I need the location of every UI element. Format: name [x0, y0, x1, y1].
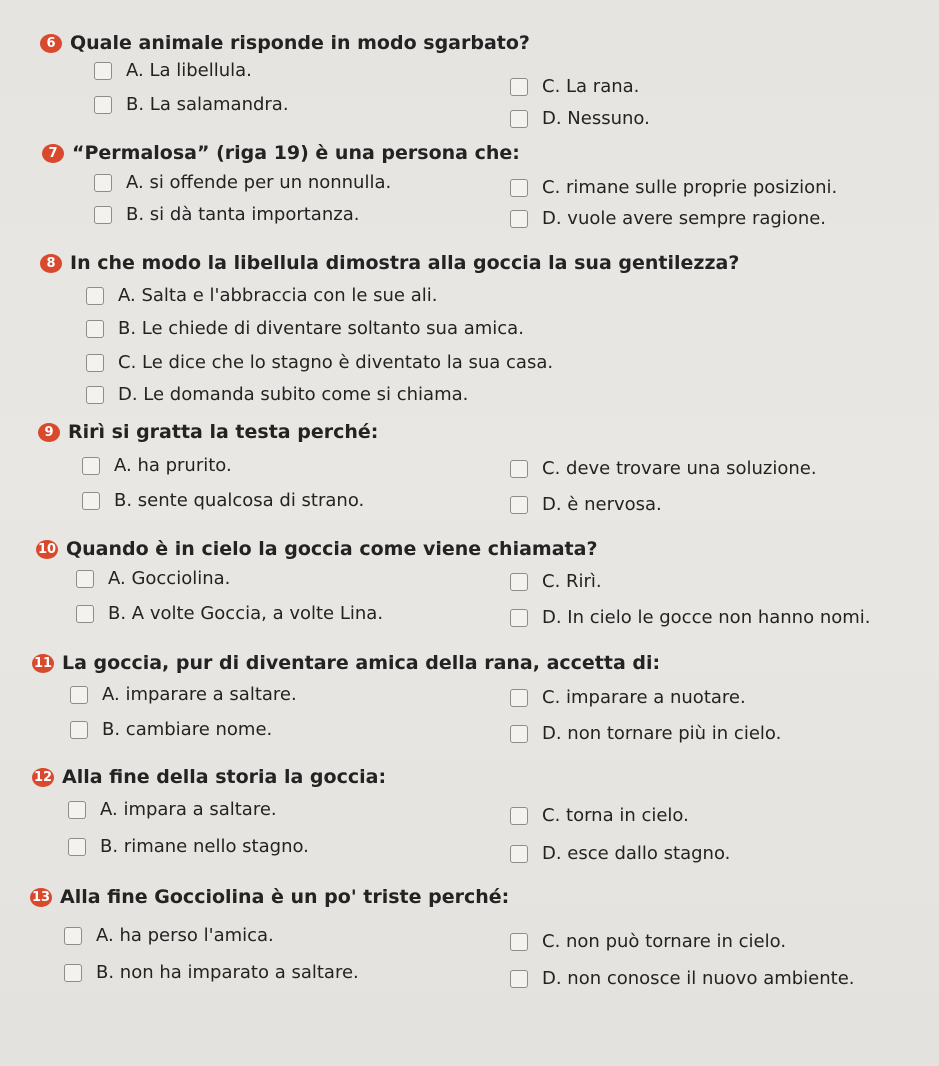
checkbox[interactable] [510, 210, 528, 228]
checkbox[interactable] [86, 287, 104, 305]
option-a[interactable] [76, 568, 230, 589]
option-d[interactable] [510, 968, 855, 989]
checkbox[interactable] [86, 386, 104, 404]
option-label: D. è nervosa. [542, 494, 662, 515]
option-a[interactable] [64, 925, 274, 946]
option-label: A. ha prurito. [114, 455, 232, 476]
option-label: A. ha perso l'amica. [96, 925, 274, 946]
option-a[interactable] [82, 455, 232, 476]
option-label: D. non tornare più in cielo. [542, 723, 782, 744]
question-13 [30, 886, 509, 908]
question-6 [40, 32, 530, 54]
option-a[interactable] [70, 684, 297, 705]
question-number-badge: 11 [33, 655, 53, 671]
option-b[interactable] [94, 204, 359, 225]
option-label: C. imparare a nuotare. [542, 687, 746, 708]
option-label: A. imparare a saltare. [102, 684, 297, 705]
question-text: Alla fine della storia la goccia: [62, 766, 387, 788]
option-a[interactable] [94, 60, 252, 81]
checkbox[interactable] [94, 62, 112, 80]
option-b[interactable] [68, 836, 309, 857]
checkbox[interactable] [94, 174, 112, 192]
question-text: Rirì si gratta la testa perché: [68, 421, 379, 443]
option-c[interactable] [510, 76, 639, 97]
option-label: B. La salamandra. [126, 94, 289, 115]
checkbox[interactable] [510, 807, 528, 825]
option-b[interactable] [82, 490, 364, 511]
option-label: C. Le dice che lo stagno è diventato la sua casa. [118, 352, 554, 373]
option-label: C. deve trovare una soluzione. [542, 458, 817, 479]
option-label: D. vuole avere sempre ragione. [542, 208, 827, 229]
option-c[interactable] [86, 352, 553, 373]
question-text: “Permalosa” (riga 19) è una persona che: [72, 142, 520, 164]
checkbox[interactable] [70, 721, 88, 739]
checkbox[interactable] [510, 496, 528, 514]
option-d[interactable] [510, 723, 781, 744]
checkbox[interactable] [64, 964, 82, 982]
option-label: C. La rana. [542, 76, 640, 97]
question-12 [32, 766, 386, 788]
option-c[interactable] [510, 687, 746, 708]
option-label: A. La libellula. [126, 60, 252, 81]
checkbox[interactable] [510, 725, 528, 743]
option-b[interactable] [86, 318, 524, 339]
option-label: B. Le chiede di diventare soltanto sua amica. [118, 318, 524, 339]
question-10 [36, 538, 597, 560]
option-c[interactable] [510, 177, 837, 198]
option-label: D. non conosce il nuovo ambiente. [542, 968, 855, 989]
checkbox[interactable] [510, 460, 528, 478]
option-label: A. impara a saltare. [100, 799, 277, 820]
checkbox[interactable] [82, 457, 100, 475]
checkbox[interactable] [510, 933, 528, 951]
question-number-badge: 12 [33, 769, 53, 785]
question-text: Quale animale risponde in modo sgarbato? [70, 32, 530, 54]
option-label: D. esce dallo stagno. [542, 843, 731, 864]
option-label: C. non può tornare in cielo. [542, 931, 787, 952]
option-label: B. sente qualcosa di strano. [114, 490, 365, 511]
checkbox[interactable] [68, 801, 86, 819]
question-number-badge: 7 [42, 144, 64, 163]
checkbox[interactable] [86, 320, 104, 338]
checkbox[interactable] [64, 927, 82, 945]
option-label: A. si offende per un nonnulla. [126, 172, 392, 193]
question-number-badge: 6 [40, 34, 62, 53]
option-label: D. Nessuno. [542, 108, 650, 129]
option-b[interactable] [94, 94, 289, 115]
option-label: D. Le domanda subito come si chiama. [118, 384, 469, 405]
option-label: C. torna in cielo. [542, 805, 689, 826]
checkbox[interactable] [510, 78, 528, 96]
option-b[interactable] [64, 962, 359, 983]
option-d[interactable] [510, 108, 650, 129]
checkbox[interactable] [70, 686, 88, 704]
question-7 [42, 142, 520, 164]
option-d[interactable] [86, 384, 468, 405]
checkbox[interactable] [510, 179, 528, 197]
option-c[interactable] [510, 571, 602, 592]
option-d[interactable] [510, 843, 730, 864]
question-text: La goccia, pur di diventare amica della rana, accetta di: [62, 652, 661, 674]
option-b[interactable] [70, 719, 272, 740]
checkbox[interactable] [510, 609, 528, 627]
question-text: Alla fine Gocciolina è un po' triste perché: [60, 886, 510, 908]
option-d[interactable] [510, 208, 826, 229]
option-label: B. cambiare nome. [102, 719, 273, 740]
question-text: In che modo la libellula dimostra alla goccia la sua gentilezza? [70, 252, 740, 274]
option-c[interactable] [510, 805, 689, 826]
option-label: B. non ha imparato a saltare. [96, 962, 359, 983]
checkbox[interactable] [510, 845, 528, 863]
checkbox[interactable] [510, 970, 528, 988]
checkbox[interactable] [94, 206, 112, 224]
question-number-badge: 13 [31, 889, 51, 905]
option-a[interactable] [68, 799, 277, 820]
checkbox[interactable] [94, 96, 112, 114]
checkbox[interactable] [510, 689, 528, 707]
option-c[interactable] [510, 458, 817, 479]
option-label: A. Gocciolina. [108, 568, 231, 589]
checkbox[interactable] [510, 573, 528, 591]
option-d[interactable] [510, 607, 871, 628]
option-label: C. rimane sulle proprie posizioni. [542, 177, 838, 198]
option-label: A. Salta e l'abbraccia con le sue ali. [118, 285, 438, 306]
option-d[interactable] [510, 494, 662, 515]
checkbox[interactable] [76, 570, 94, 588]
option-b[interactable] [76, 603, 383, 624]
question-text: Quando è in cielo la goccia come viene chiamata? [66, 538, 598, 560]
checkbox[interactable] [82, 492, 100, 510]
option-c[interactable] [510, 931, 786, 952]
option-label: B. si dà tanta importanza. [126, 204, 360, 225]
option-label: B. A volte Goccia, a volte Lina. [108, 603, 384, 624]
question-9 [38, 421, 378, 443]
checkbox[interactable] [86, 354, 104, 372]
option-a[interactable] [86, 285, 437, 306]
option-label: D. In cielo le gocce non hanno nomi. [542, 607, 871, 628]
checkbox[interactable] [68, 838, 86, 856]
question-11 [32, 652, 660, 674]
option-label: C. Rirì. [542, 571, 602, 592]
question-number-badge: 10 [37, 541, 57, 557]
question-number-badge: 8 [40, 254, 62, 273]
option-a[interactable] [94, 172, 391, 193]
question-8 [40, 252, 739, 274]
checkbox[interactable] [510, 110, 528, 128]
option-label: B. rimane nello stagno. [100, 836, 309, 857]
question-number-badge: 9 [38, 423, 60, 442]
checkbox[interactable] [76, 605, 94, 623]
